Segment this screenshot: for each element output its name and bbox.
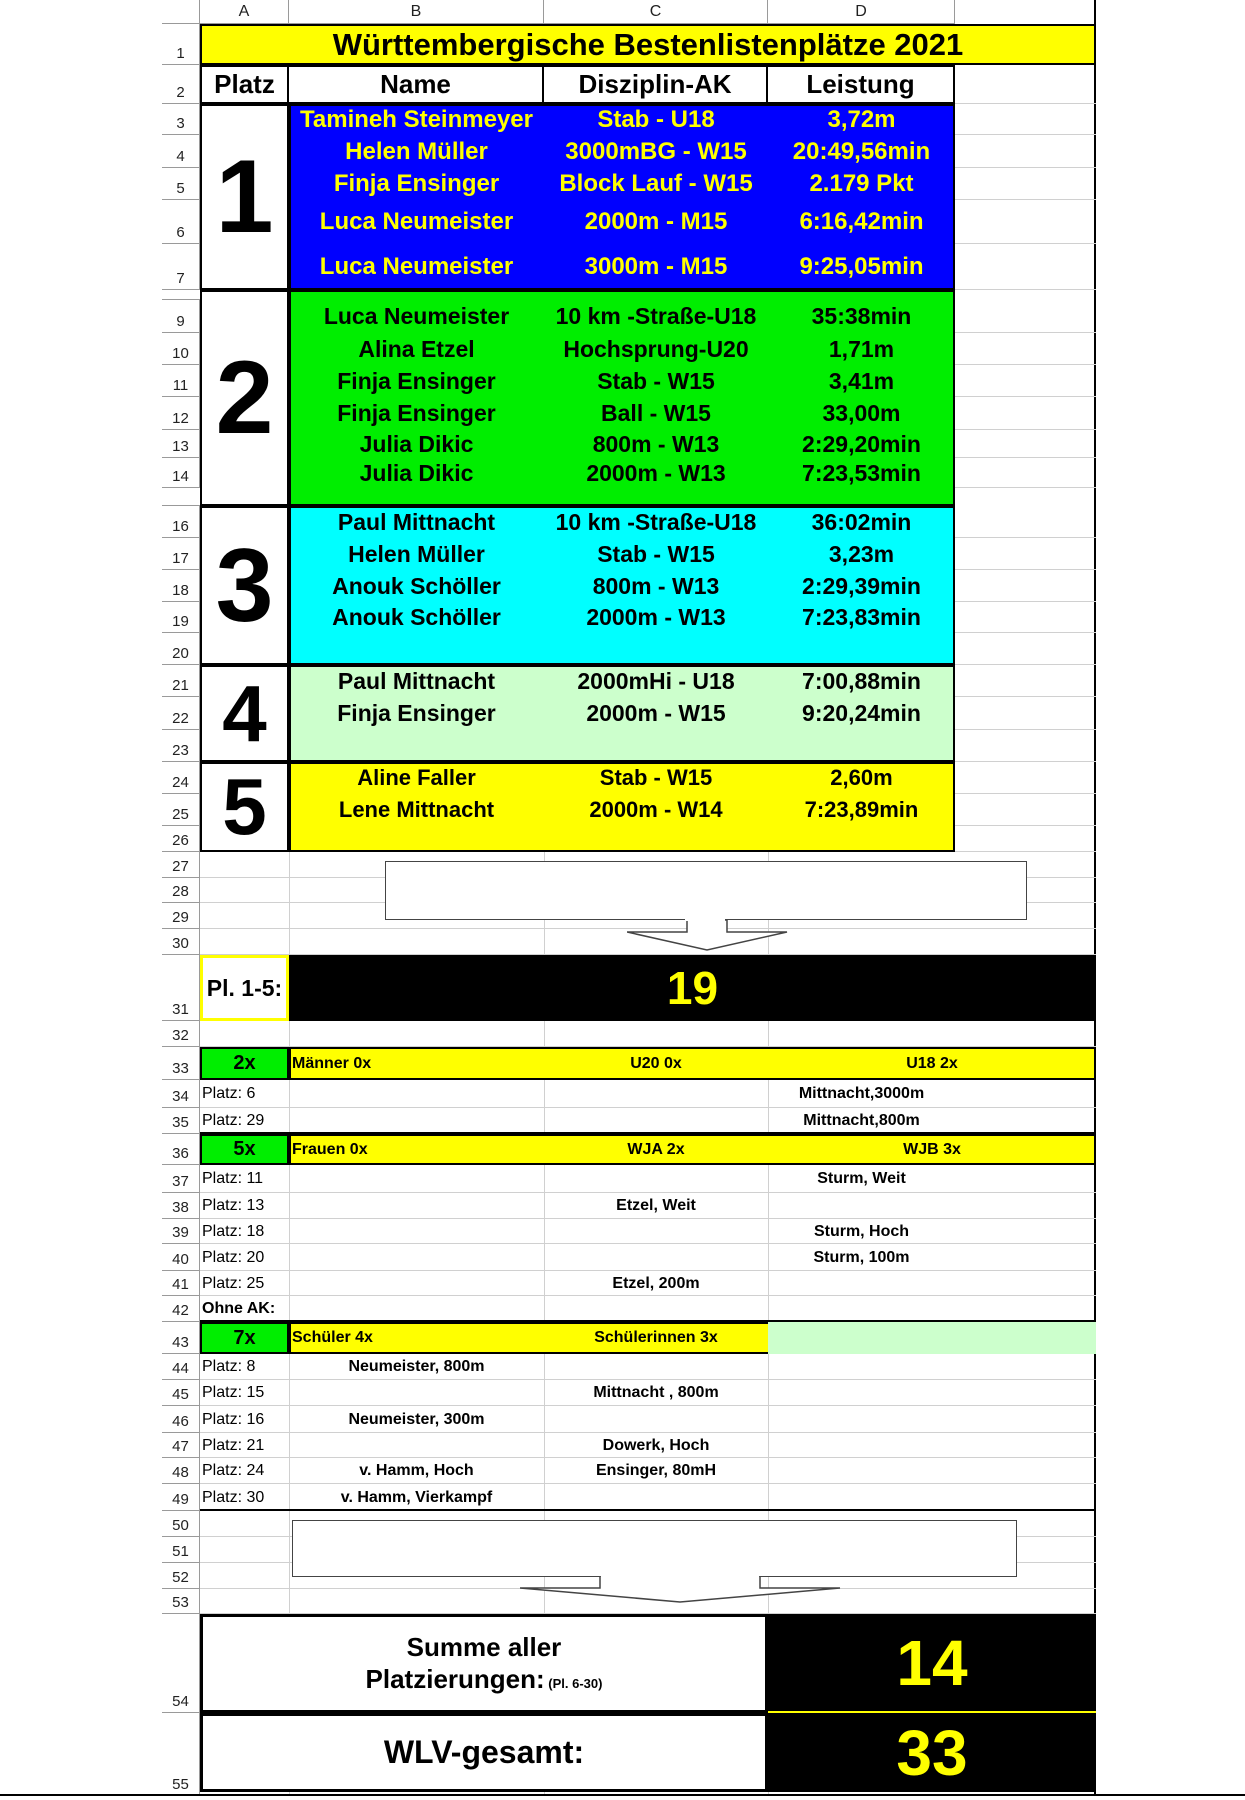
row-number[interactable]: 47 (162, 1433, 200, 1458)
result-discipline: 2000m - W13 (586, 459, 726, 486)
result-name: Finja Ensinger (337, 400, 496, 426)
page-bottom-line (0, 1794, 1245, 1796)
result-performance: 2,60m (830, 765, 893, 790)
row-number[interactable]: 33 (162, 1047, 200, 1080)
result-performance: 36:02min (811, 508, 912, 535)
callout-gap (685, 918, 725, 921)
row-number[interactable]: 21 (162, 665, 200, 697)
section_youth-count: 7x (200, 1322, 289, 1354)
result-discipline: Stab - W15 (597, 540, 715, 567)
section_youth-row-d (768, 1354, 955, 1380)
place-4-cell: 4 (200, 665, 289, 762)
result-name: Julia Dikic (359, 430, 474, 457)
result-discipline: 2000m - W14 (589, 797, 723, 822)
row-number[interactable]: 23 (162, 730, 200, 762)
result-discipline: Stab - W15 (597, 367, 715, 394)
row-number[interactable]: 28 (162, 878, 200, 903)
callout-arrow (520, 1576, 860, 1608)
result-performance: 2.179 Pkt (809, 170, 914, 197)
result-name: Luca Neumeister (319, 253, 514, 280)
section_youth-bottom-border (200, 1509, 1096, 1511)
result-name: Lene Mittnacht (338, 797, 495, 822)
section_women-row-c: Etzel, Weit (616, 1197, 696, 1214)
result-name: Luca Neumeister (323, 303, 510, 329)
section_women-count: 5x (200, 1134, 289, 1165)
section_youth-row-c: Ensinger, 80mH (595, 1462, 717, 1479)
section_men-count: 2x (200, 1047, 289, 1080)
result-performance: 3,23m (828, 540, 895, 567)
section_youth-row-c (544, 1406, 768, 1433)
result-discipline: Ball - W15 (601, 400, 711, 426)
sheet-title: Württembergische Bestenlistenplätze 2021 (200, 24, 1096, 65)
section_women-row-d: Sturm, Hoch (813, 1222, 910, 1240)
summe-label-main: Platzierungen: (365, 1663, 545, 1694)
row-number[interactable]: 24 (162, 762, 200, 794)
result-discipline: Stab - U18 (597, 105, 715, 133)
result-discipline: 10 km -Straße-U18 (555, 303, 757, 329)
row-number[interactable]: 25 (162, 794, 200, 826)
section_youth-row-c (544, 1354, 768, 1380)
row-number[interactable]: 52 (162, 1563, 200, 1589)
result-name: Paul Mittnacht (337, 667, 496, 694)
section_youth-row-b: v. Hamm, Vierkampf (340, 1488, 493, 1506)
section_men-row-label: Platz: 6 (202, 1085, 256, 1102)
section_youth-row-label: Platz: 16 (202, 1410, 265, 1428)
section_youth-header-b: Schüler 4x (292, 1329, 373, 1346)
result-discipline: 10 km -Straße-U18 (555, 508, 757, 535)
row-number[interactable]: 26 (162, 826, 200, 852)
row-number[interactable]: 36 (162, 1134, 200, 1165)
callout-gap (601, 1575, 759, 1578)
section_youth-row-d (768, 1380, 955, 1406)
row-number[interactable]: 11 (162, 365, 200, 397)
row-number[interactable]: 44 (162, 1354, 200, 1380)
result-performance: 7:23,83min (802, 604, 921, 630)
result-name: Tamineh Steinmeyer (300, 105, 533, 133)
section_youth-row-label: Platz: 24 (202, 1462, 265, 1479)
header-platz: Platz (200, 65, 289, 104)
row-number[interactable]: 54 (162, 1614, 200, 1713)
row-number[interactable]: 17 (162, 538, 200, 570)
column-header-c[interactable]: C (544, 0, 768, 24)
section_youth-header-c: Schülerinnen 3x (594, 1329, 718, 1346)
result-performance: 2:29,20min (802, 430, 921, 457)
result-name: Alina Etzel (358, 335, 475, 362)
summe-label-line1: Summe aller (406, 1632, 562, 1663)
result-performance: 2:29,39min (802, 572, 921, 599)
place-1-cell: 1 (200, 104, 289, 290)
pl15-label: Pl. 1-5: (200, 955, 289, 1021)
row-number[interactable]: 37 (162, 1165, 200, 1193)
result-performance: 6:16,42min (799, 208, 924, 235)
result-performance: 9:20,24min (802, 700, 921, 726)
section_youth-row-c (544, 1484, 768, 1511)
section_youth-row-c: Dowerk, Hoch (602, 1436, 710, 1454)
row-number[interactable]: 16 (162, 506, 200, 538)
row-number[interactable]: 30 (162, 929, 200, 955)
row-number-hidden (162, 290, 200, 300)
section_women-row-d (768, 1271, 955, 1296)
section_women-row-label: Ohne AK: (202, 1300, 276, 1317)
row-number[interactable]: 39 (162, 1219, 200, 1244)
row-number[interactable]: 22 (162, 697, 200, 730)
row-number[interactable]: 3 (162, 104, 200, 135)
row-number[interactable]: 53 (162, 1589, 200, 1614)
section_women-header-c: WJA 2x (627, 1140, 685, 1158)
place-2-cell: 2 (200, 290, 289, 506)
row-number[interactable]: 40 (162, 1244, 200, 1271)
result-performance: 3,72m (827, 105, 896, 133)
section_youth-header-d (768, 1322, 1096, 1354)
section_women-row-b (289, 1193, 544, 1219)
row-number[interactable]: 45 (162, 1380, 200, 1406)
section_men-header-d: U18 2x (906, 1054, 958, 1072)
corner-cell (162, 0, 200, 24)
section_youth-row-b: v. Hamm, Hoch (359, 1462, 474, 1479)
section_women-header-b: Frauen 0x (292, 1140, 368, 1158)
row-number[interactable]: 41 (162, 1271, 200, 1296)
row-number[interactable]: 5 (162, 168, 200, 200)
section_youth-row-label: Platz: 8 (202, 1358, 256, 1375)
section_women-row-d (768, 1296, 955, 1322)
row-number[interactable]: 7 (162, 244, 200, 290)
section_men-row-b (289, 1080, 544, 1108)
row-number[interactable]: 42 (162, 1296, 200, 1322)
section_men-row-b (289, 1108, 544, 1134)
header-disziplin: Disziplin-AK (544, 65, 768, 104)
section_youth-row-b: Neumeister, 300m (348, 1410, 485, 1428)
row-number[interactable]: 46 (162, 1406, 200, 1433)
row-number-hidden (162, 488, 200, 506)
result-discipline: 800m - W13 (592, 572, 720, 599)
row-number[interactable]: 9 (162, 300, 200, 333)
section_women-row-b (289, 1165, 544, 1193)
section_women-row-label: Platz: 13 (202, 1197, 265, 1214)
section_women-row-label: Platz: 25 (202, 1274, 265, 1292)
section_youth-row-d (768, 1458, 955, 1484)
result-name: Finja Ensinger (337, 700, 496, 726)
result-name: Julia Dikic (359, 459, 474, 486)
result-discipline: 2000m - W15 (586, 700, 726, 726)
summe-label-range: (Pl. 6-30) (544, 1675, 603, 1691)
section_women-row-d: Sturm, 100m (813, 1248, 910, 1266)
section_women-row-b (289, 1271, 544, 1296)
section_women-row-label: Platz: 20 (202, 1248, 265, 1266)
section_youth-row-d (768, 1433, 955, 1458)
result-name: Helen Müller (345, 137, 488, 165)
result-performance: 7:00,88min (802, 667, 921, 694)
result-name: Helen Müller (348, 540, 485, 567)
result-discipline: Hochsprung-U20 (563, 335, 749, 362)
result-name: Finja Ensinger (333, 170, 500, 197)
callout-box (292, 1520, 1017, 1577)
result-performance: 3,41m (828, 367, 895, 394)
result-discipline: 800m - W13 (592, 430, 720, 457)
row-number[interactable]: 27 (162, 852, 200, 878)
section_youth-row-label: Platz: 21 (202, 1436, 265, 1454)
section_women-row-b (289, 1244, 544, 1271)
section_women-row-b (289, 1296, 544, 1322)
row-number[interactable]: 38 (162, 1193, 200, 1219)
callout-box (385, 861, 1027, 920)
section_women-header-d: WJB 3x (903, 1140, 961, 1158)
result-name: Paul Mittnacht (337, 508, 496, 535)
row-number[interactable]: 55 (162, 1713, 200, 1796)
row-number[interactable]: 49 (162, 1484, 200, 1511)
section_men-header-b: Männer 0x (292, 1054, 372, 1072)
result-discipline: 3000mBG - W15 (565, 137, 747, 165)
result-performance: 1,71m (828, 335, 895, 362)
header-leistung: Leistung (768, 65, 955, 104)
section_women-row-c (544, 1165, 768, 1193)
section_men-row-c (544, 1080, 768, 1108)
row-number[interactable]: 13 (162, 430, 200, 458)
row-number[interactable]: 2 (162, 65, 200, 104)
result-discipline: Stab - W15 (599, 765, 713, 790)
section_women-row-c (544, 1296, 768, 1322)
row-number[interactable]: 14 (162, 458, 200, 488)
result-performance: 35:38min (811, 303, 912, 329)
section_youth-row-b: Neumeister, 800m (348, 1358, 485, 1375)
section_youth-row-d (768, 1406, 955, 1433)
section_women-row-d (768, 1193, 955, 1219)
result-discipline: 2000mHi - U18 (577, 667, 735, 694)
result-discipline: Block Lauf - W15 (559, 170, 753, 197)
result-performance: 7:23,89min (804, 797, 919, 822)
result-discipline: 2000m - M15 (584, 208, 728, 235)
wlv-label: WLV-gesamt: (200, 1713, 768, 1792)
row-number[interactable]: 43 (162, 1322, 200, 1354)
section_youth-row-d (768, 1484, 955, 1511)
summe-label (200, 1614, 768, 1713)
header-name: Name (289, 65, 544, 104)
result-discipline: 2000m - W13 (586, 604, 726, 630)
section_women-row-c (544, 1219, 768, 1244)
section_women-row-b (289, 1219, 544, 1244)
row-number[interactable]: 10 (162, 333, 200, 365)
pl15-value: 19 (289, 955, 1096, 1021)
section_youth-row-b (289, 1380, 544, 1406)
section_men-row-d: Mittnacht,800m (803, 1112, 920, 1129)
section_youth-row-b (289, 1433, 544, 1458)
row-number[interactable]: 4 (162, 135, 200, 168)
column-header-d[interactable]: D (768, 0, 955, 24)
section_men-row-c (544, 1108, 768, 1134)
section_men-header-c: U20 0x (630, 1054, 682, 1072)
callout-arrow (627, 918, 887, 953)
row-number[interactable]: 12 (162, 397, 200, 430)
result-name: Luca Neumeister (319, 208, 514, 235)
row-number[interactable]: 1 (162, 24, 200, 65)
column-header-a[interactable]: A (200, 0, 289, 24)
summe-value: 14 (768, 1614, 1096, 1713)
wlv-value: 33 (768, 1713, 1096, 1792)
spreadsheet (162, 0, 1096, 1796)
place-5-cell: 5 (200, 762, 289, 852)
section_youth-row-label: Platz: 15 (202, 1384, 265, 1401)
row-number[interactable]: 19 (162, 602, 200, 633)
section_women-row-label: Platz: 11 (202, 1170, 264, 1187)
result-name: Aline Faller (357, 765, 476, 790)
section_women-row-label: Platz: 18 (202, 1222, 265, 1240)
result-name: Anouk Schöller (332, 604, 501, 630)
column-header-b[interactable]: B (289, 0, 544, 24)
row-number[interactable]: 50 (162, 1511, 200, 1537)
result-name: Finja Ensinger (337, 367, 496, 394)
row-number[interactable]: 6 (162, 200, 200, 244)
result-name: Anouk Schöller (332, 572, 501, 599)
row-number[interactable]: 29 (162, 903, 200, 929)
place-3-cell: 3 (200, 506, 289, 665)
row-number[interactable]: 32 (162, 1021, 200, 1047)
section_youth-row-c: Mittnacht , 800m (593, 1384, 719, 1401)
row-number[interactable]: 51 (162, 1537, 200, 1563)
row-number[interactable]: 34 (162, 1080, 200, 1108)
result-performance: 7:23,53min (802, 459, 921, 486)
section_women-row-d: Sturm, Weit (817, 1170, 906, 1187)
result-discipline: 3000m - M15 (584, 253, 728, 280)
row-number[interactable]: 35 (162, 1108, 200, 1134)
result-performance: 9:25,05min (799, 253, 924, 280)
row-number[interactable]: 31 (162, 955, 200, 1021)
section_men-row-label: Platz: 29 (202, 1112, 265, 1129)
summe-label-line2 (366, 1664, 603, 1695)
row-number[interactable]: 18 (162, 570, 200, 602)
section_men-row-d: Mittnacht,3000m (798, 1085, 925, 1102)
result-performance: 33,00m (822, 400, 901, 426)
result-performance: 20:49,56min (792, 137, 931, 165)
section_women-row-c (544, 1244, 768, 1271)
section_women-row-c: Etzel, 200m (612, 1274, 700, 1292)
row-number[interactable]: 20 (162, 633, 200, 665)
section_youth-row-label: Platz: 30 (202, 1488, 265, 1506)
row-number[interactable]: 48 (162, 1458, 200, 1484)
